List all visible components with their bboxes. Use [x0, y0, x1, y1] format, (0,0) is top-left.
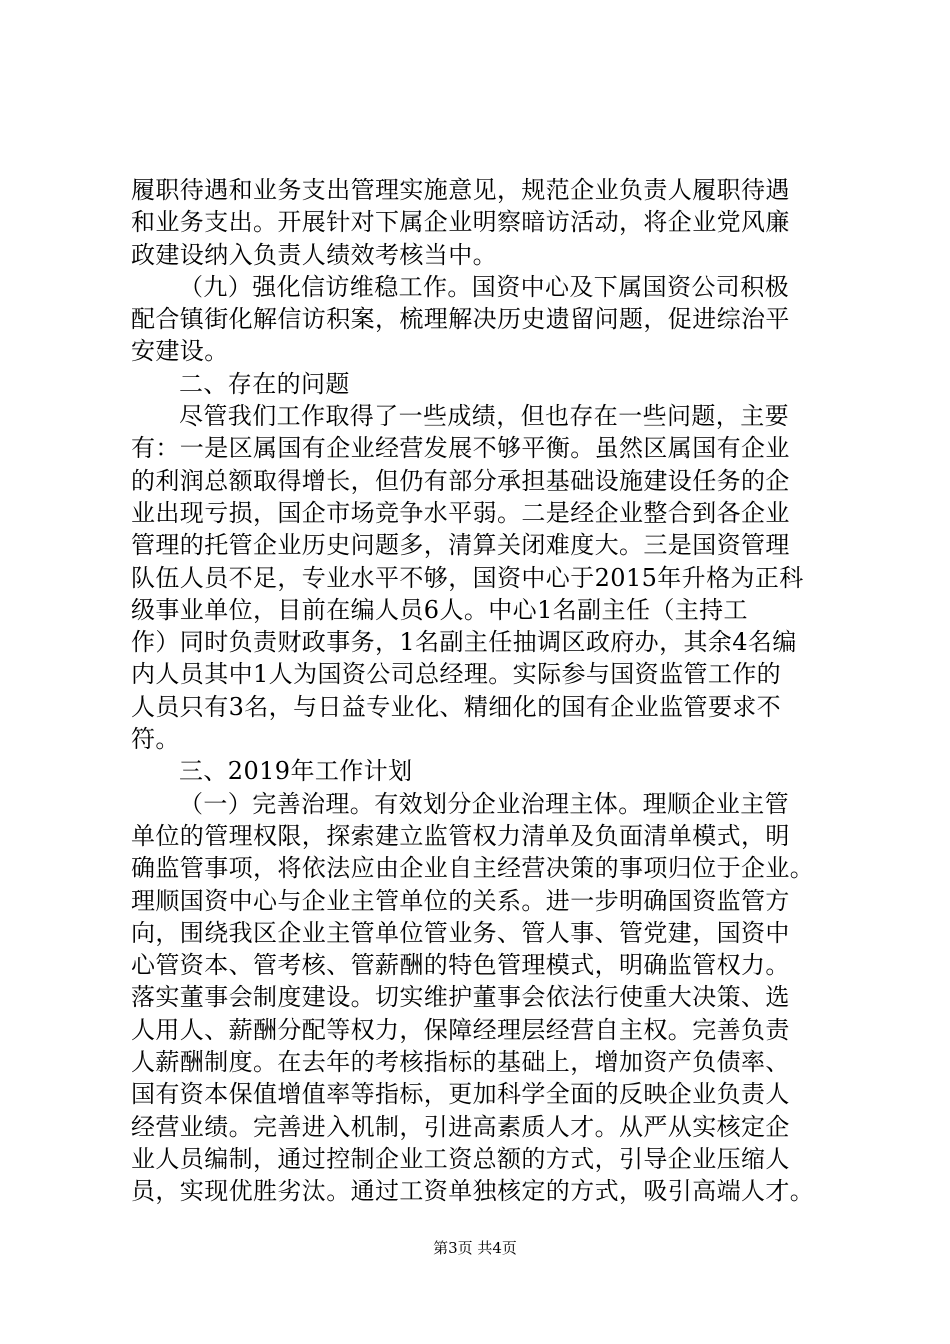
text-line: 尽管我们工作取得了一些成绩，但也存在一些问题，主要	[179, 402, 789, 431]
text-line: 级事业单位，目前在编人员6人。中心1名副主任（主持工	[131, 595, 748, 624]
text-line: 人员只有3名，与日益专业化、精细化的国有企业监管要求不	[131, 692, 782, 721]
text-line: 人薪酬制度。在去年的考核指标的基础上，增加资产负债率、	[131, 1048, 790, 1077]
text-line: 向，围绕我区企业主管单位管业务、管人事、管党建，国资中	[131, 918, 790, 947]
text-line: 和业务支出。开展针对下属企业明察暗访活动，将企业党风廉	[131, 208, 790, 237]
text-line: 单位的管理权限，探索建立监管权力清单及负面清单模式，明	[131, 821, 790, 850]
text-line: （一）完善治理。有效划分企业治理主体。理顺企业主管	[179, 789, 789, 818]
text-line: 内人员其中1人为国资公司总经理。实际参与国资监管工作的	[131, 660, 782, 689]
text-line: 配合镇街化解信访积案，梳理解决历史遗留问题，促进综治平	[131, 305, 790, 334]
text-line: 队伍人员不足，专业水平不够，国资中心于2015年升格为正科	[131, 563, 804, 592]
text-line: 心管资本、管考核、管薪酬的特色管理模式，明确监管权力。	[131, 951, 790, 980]
text-line: 政建设纳入负责人绩效考核当中。	[131, 240, 497, 269]
text-line: 理顺国资中心与企业主管单位的关系。进一步明确国资监管方	[131, 886, 790, 915]
text-line: 三、2019年工作计划	[179, 757, 413, 786]
text-line: 安建设。	[131, 337, 229, 366]
text-line: 管理的托管企业历史问题多，清算关闭难度大。三是国资管理	[131, 531, 790, 560]
text-line: （九）强化信访维稳工作。国资中心及下属国资公司积极	[179, 272, 789, 301]
text-line: 员，实现优胜劣汰。通过工资单独核定的方式，吸引高端人才。	[131, 1177, 815, 1206]
text-line: 经营业绩。完善进入机制，引进高素质人才。从严从实核定企	[131, 1112, 790, 1141]
text-line: 国有资本保值增值率等指标，更加科学全面的反映企业负责人	[131, 1080, 790, 1109]
text-line: 有：一是区属国有企业经营发展不够平衡。虽然区属国有企业	[131, 434, 790, 463]
text-line: 履职待遇和业务支出管理实施意见，规范企业负责人履职待遇	[131, 176, 790, 204]
text-line: 业出现亏损，国企市场竞争水平弱。二是经企业整合到各企业	[131, 498, 790, 527]
text-line: 的利润总额取得增长，但仍有部分承担基础设施建设任务的企	[131, 466, 790, 495]
document-body	[131, 174, 831, 1208]
text-line: 落实董事会制度建设。切实维护董事会依法行使重大决策、选	[131, 983, 790, 1012]
text-line: 二、存在的问题	[179, 369, 350, 398]
text-line: 人用人、薪酬分配等权力，保障经理层经营自主权。完善负责	[131, 1015, 790, 1044]
text-line: 确监管事项，将依法应由企业自主经营决策的事项归位于企业。	[131, 854, 815, 883]
page-footer: 第3页 共4页	[433, 1239, 517, 1257]
text-line: 业人员编制，通过控制企业工资总额的方式，引导企业压缩人	[131, 1144, 790, 1173]
text-line: 符。	[131, 725, 180, 754]
text-line: 作）同时负责财政事务，1名副主任抽调区政府办，其余4名编	[131, 628, 797, 657]
